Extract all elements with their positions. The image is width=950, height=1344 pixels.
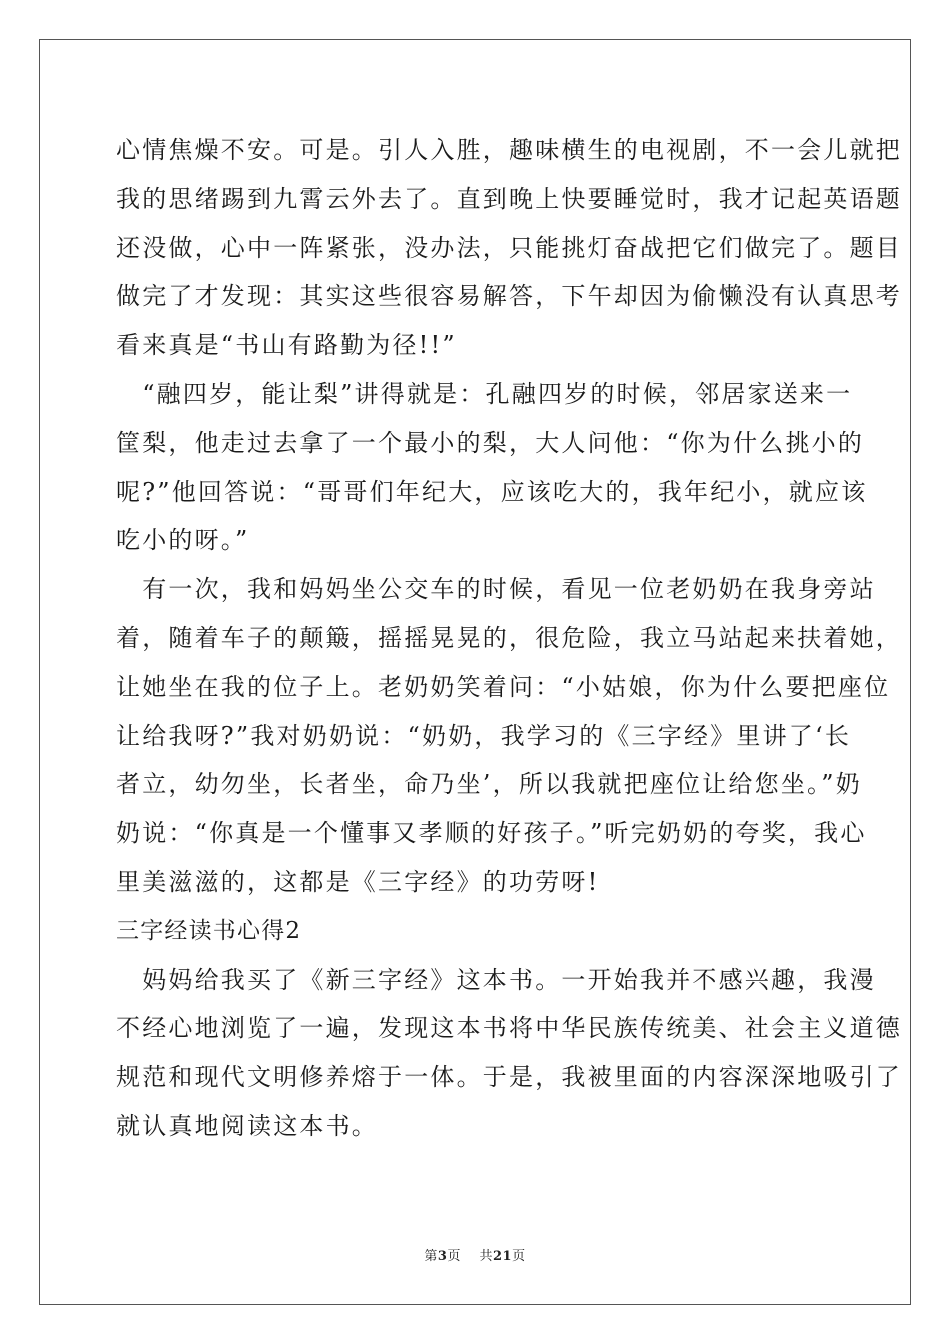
text-line: 呢?”他回答说：“哥哥们年纪大，应该吃大的，我年纪小，就应该: [116, 477, 868, 506]
text-line: 者立，幼勿坐，长者坐，命乃坐’，所以我就把座位让给您坐。”奶: [116, 770, 862, 799]
total-suffix: 页: [512, 1249, 526, 1264]
text-line: 就认真地阅读这本书。: [116, 1111, 378, 1140]
page-prefix: 第: [424, 1249, 438, 1264]
text-line: 我的思绪踢到九霄云外去了。直到晚上快要睡觉时，我才记起英语题: [116, 184, 902, 213]
text-line: 看来真是“书山有路勤为径!!”: [116, 331, 457, 360]
total-pages: 21: [493, 1249, 513, 1264]
text-line: 心情焦燥不安。可是。引人入胜，趣味横生的电视剧，不一会儿就把: [116, 136, 902, 164]
text-line: 还没做，心中一阵紧张，没办法，只能挑灯奋战把它们做完了。题目: [116, 233, 902, 262]
page-footer: [0, 1245, 950, 1264]
text-line: 筐梨，他走过去拿了一个最小的梨，大人问他：“你为什么挑小的: [116, 428, 865, 457]
text-line: 有一次，我和妈妈坐公交车的时候，看见一位老奶奶在我身旁站: [116, 575, 876, 604]
text-line: 里美滋滋的，这都是《三字经》的功劳呀!: [116, 867, 600, 896]
text-line: “融四岁，能让梨”讲得就是：孔融四岁的时候，邻居家送来一: [116, 379, 853, 408]
document-body: [116, 126, 902, 1151]
text-line: 让她坐在我的位子上。老奶奶笑着问：“小姑娘，你为什么要把座位: [116, 672, 891, 701]
section-heading: 三字经读书心得2: [116, 917, 302, 944]
text-line: 妈妈给我买了《新三字经》这本书。一开始我并不感兴趣，我漫: [116, 965, 876, 994]
text-line: 奶说：“你真是一个懂事又孝顺的好孩子。”听完奶奶的夸奖，我心: [116, 819, 867, 848]
text-line: 吃小的呀。”: [116, 526, 250, 555]
text-line: 让给我呀?”我对奶奶说：“奶奶，我学习的《三字经》里讲了‘长: [116, 721, 852, 750]
page-suffix: 页: [447, 1249, 461, 1264]
text-line: 规范和现代文明修养熔于一体。于是，我被里面的内容深深地吸引了: [116, 1063, 902, 1092]
total-prefix: 共: [479, 1249, 493, 1264]
page-number: 3: [437, 1249, 448, 1264]
text-line: 着，随着车子的颠簸，摇摇晃晃的，很危险，我立马站起来扶着她，: [116, 623, 902, 652]
text-line: 做完了才发现：其实这些很容易解答，下午却因为偷懒没有认真思考: [116, 282, 902, 311]
text-line: 不经心地浏览了一遍，发现这本书将中华民族传统美、社会主义道德: [116, 1014, 902, 1043]
